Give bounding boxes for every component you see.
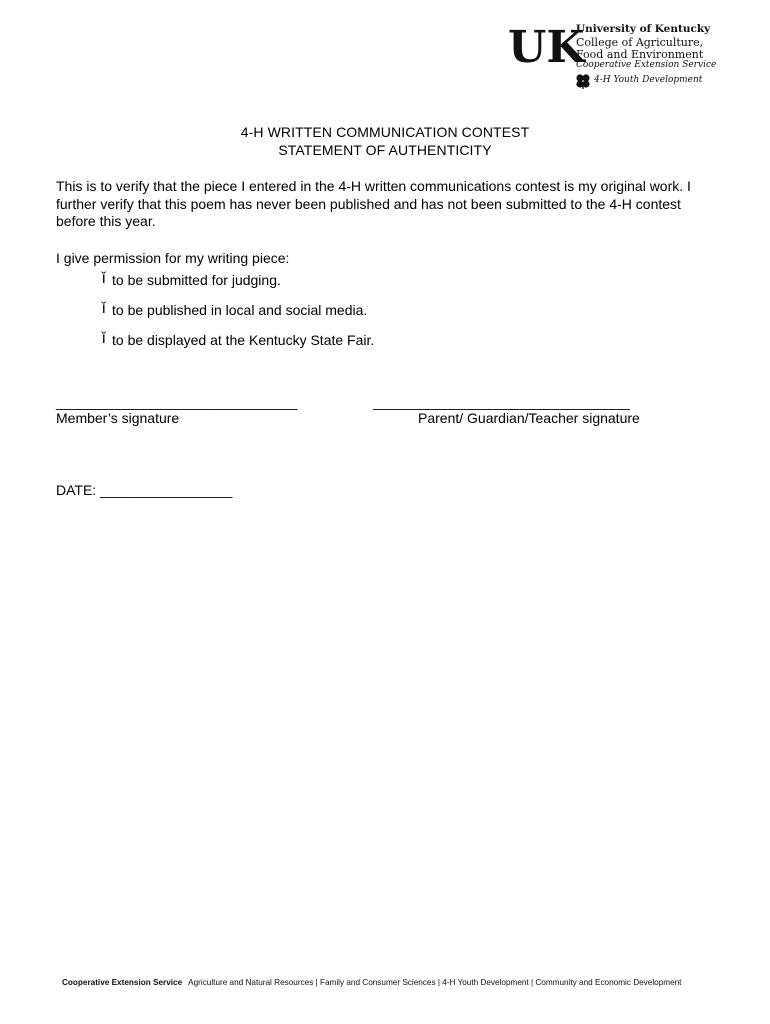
date-line[interactable]: _________________ <box>100 482 233 498</box>
college-name-line2: Food and Environment <box>576 48 704 61</box>
uk-logo-block <box>508 22 717 90</box>
page-subtitle: STATEMENT OF AUTHENTICITY <box>278 142 492 158</box>
four-leaf-clover-icon <box>575 73 591 89</box>
page-title: 4-H WRITTEN COMMUNICATION CONTEST <box>240 124 530 140</box>
checkbox-icon[interactable]: ǐ <box>102 270 106 287</box>
option-label: to be displayed at the Kentucky State Fair. <box>112 332 375 348</box>
guardian-signature-label: Parent/ Guardian/Teacher signature <box>418 410 640 426</box>
verification-statement: This is to verify that the piece I entered in the 4-H written communications contest is my original work. I further verify that this poem has never been published and has not been submitted to the 4-H contest before this year. <box>56 178 691 229</box>
checkbox-icon[interactable]: ǐ <box>102 330 106 347</box>
college-name-line1: College of Agriculture, <box>576 36 704 49</box>
option-label: to be published in local and social media. <box>112 302 368 318</box>
permission-intro: I give permission for my writing piece: <box>56 250 290 266</box>
member-signature-line[interactable]: _______________________________ <box>56 394 298 410</box>
date-label: DATE: <box>56 482 101 498</box>
uk-logo-letters: UK <box>508 22 585 73</box>
youth-development-label: 4-H Youth Development <box>594 75 703 85</box>
permission-option-judging[interactable] <box>100 270 281 288</box>
extension-service-label: Cooperative Extension Service <box>576 60 717 70</box>
guardian-signature-line[interactable]: _________________________________ <box>373 394 630 410</box>
page-footer <box>62 978 681 987</box>
permission-option-publish[interactable] <box>100 300 367 318</box>
date-field <box>56 482 232 498</box>
uk-logo-icon <box>508 22 585 73</box>
footer-org-name: Cooperative Extension Service <box>62 978 183 987</box>
member-signature-label: Member’s signature <box>56 410 180 426</box>
option-label: to be submitted for judging. <box>112 272 281 288</box>
university-name: University of Kentucky <box>576 23 711 35</box>
permission-option-state-fair[interactable] <box>100 330 374 348</box>
footer-programs: Agriculture and Natural Resources | Family and Consumer Sciences | 4-H Youth Development | Community and Economic Development <box>188 978 682 987</box>
checkbox-icon[interactable]: ǐ <box>102 300 106 317</box>
